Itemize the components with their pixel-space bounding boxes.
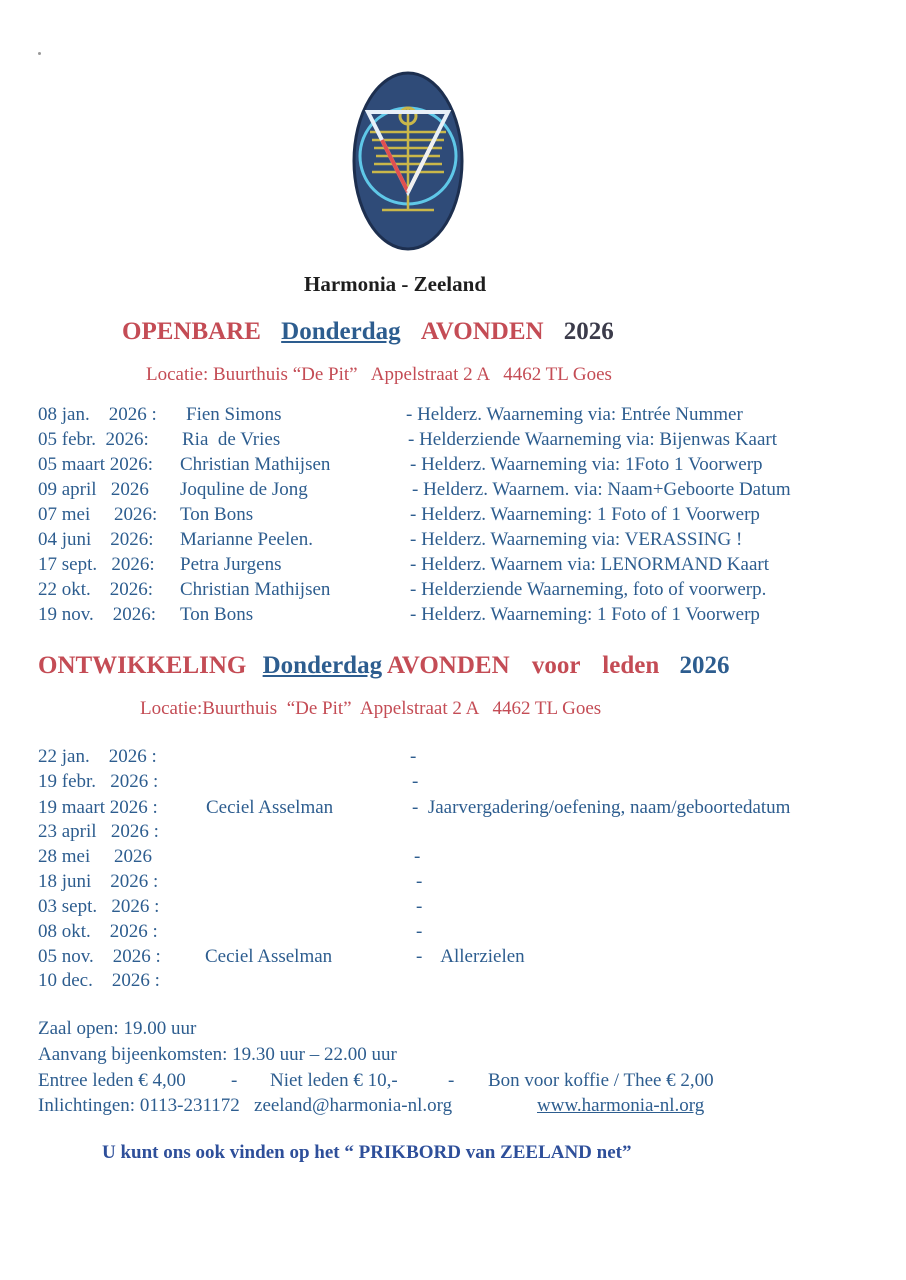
event-date: 19 maart 2026 : [38,797,158,818]
price-coffee: Bon voor koffie / Thee € 2,00 [488,1070,714,1091]
event-date: 22 okt. 2026: [38,579,154,600]
list-item [0,746,906,771]
event-desc: - [416,871,423,892]
list-item [0,970,906,995]
price-separator: - [448,1070,455,1091]
website-link[interactable]: www.harmonia-nl.org [537,1095,705,1116]
event-desc: - Helderziende Waarneming, foto of voorwerp. [410,579,767,600]
event-desc: - Helderz. Waarneming: 1 Foto of 1 Voorwerp [410,604,760,625]
price-non-members: Niet leden € 10,- [270,1070,398,1091]
public-location: Locatie: Buurthuis “De Pit” Appelstraat 2 A 4462 TL Goes [146,364,612,385]
list-item [0,529,906,554]
info-zaal: Zaal open: 19.00 uur [38,1018,197,1039]
dev-title-word4: voor [531,652,581,679]
event-desc: - [416,896,423,917]
public-title-word2: Donderdag [281,318,401,345]
list-item [0,404,906,429]
info-contact: Inlichtingen: 0113-231172 zeeland@harmonia-nl.org [38,1095,453,1116]
list-item [0,454,906,479]
list-item [0,504,906,529]
event-desc: - Helderz. Waarneming: 1 Foto of 1 Voorwerp [410,504,760,525]
org-title: Harmonia - Zeeland [304,272,486,296]
event-desc: - [414,846,421,867]
list-item [0,604,906,629]
event-name: Fien Simons [186,404,282,425]
list-item [0,921,906,946]
event-date: 05 febr. 2026: [38,429,149,450]
info-aanvang: Aanvang bijeenkomsten: 19.30 uur – 22.00 uur [38,1044,397,1065]
dev-title-word2: Donderdag [262,652,383,679]
event-date: 08 okt. 2026 : [38,921,158,942]
event-desc: - [410,746,417,767]
info-prices [38,1070,798,1096]
dev-title-word5: leden [602,652,660,679]
event-desc: - [412,771,419,792]
event-desc: - Helderz. Waarnem via: LENORMAND Kaart [410,554,769,575]
event-desc: - [416,921,423,942]
event-date: 05 nov. 2026 : [38,946,161,967]
development-title [38,652,730,680]
event-desc: - Helderz. Waarneming via: VERASSING ! [410,529,743,550]
event-date: 07 mei 2026: [38,504,158,525]
public-title-word3: AVONDEN [420,318,544,345]
event-name: Ton Bons [180,604,254,625]
event-date: 18 juni 2026 : [38,871,159,892]
event-date: 17 sept. 2026: [38,554,155,575]
list-item [0,821,906,846]
list-item [0,771,906,796]
event-name: Ceciel Asselman [205,946,333,967]
event-desc: - Helderz. Waarnem. via: Naam+Geboorte Datum [412,479,791,500]
event-date: 19 febr. 2026 : [38,771,159,792]
event-date: 05 maart 2026: [38,454,154,475]
event-name: Ton Bons [180,504,254,525]
event-date: 28 mei 2026 [38,846,152,867]
list-item [0,896,906,921]
event-name: Marianne Peelen. [180,529,313,550]
event-name: Joquline de Jong [180,479,308,500]
event-desc: - Helderz. Waarneming via: 1Foto 1 Voorwerp [410,454,763,475]
event-name: Christian Mathijsen [180,454,331,475]
list-item [0,429,906,454]
speck [38,52,41,55]
event-date: 09 april 2026 [38,479,149,500]
list-item [0,846,906,871]
public-title-word1: OPENBARE [122,318,261,345]
list-item [0,579,906,604]
event-date: 22 jan. 2026 : [38,746,157,767]
event-date: 04 juni 2026: [38,529,154,550]
event-date: 03 sept. 2026 : [38,896,160,917]
event-desc: - Helderziende Waarneming via: Bijenwas Kaart [408,429,777,450]
public-title-year: 2026 [563,318,614,345]
list-item [0,479,906,504]
logo [352,70,464,252]
list-item [0,871,906,896]
development-location: Locatie:Buurthuis “De Pit” Appelstraat 2 A 4462 TL Goes [140,698,602,719]
event-date: 08 jan. 2026 : [38,404,157,425]
dev-title-word1: ONTWIKKELING [38,652,247,679]
event-desc: - Jaarvergadering/oefening, naam/geboortedatum [412,797,791,818]
list-item [0,797,906,822]
dev-title-year: 2026 [679,652,730,679]
event-desc: - Allerzielen [416,946,525,967]
event-name: Christian Mathijsen [180,579,331,600]
price-members: Entree leden € 4,00 [38,1070,186,1091]
dev-title-word3: AVONDEN [386,652,510,679]
public-title [122,318,614,346]
price-separator: - [231,1070,238,1091]
footer-note: U kunt ons ook vinden op het “ PRIKBORD van ZEELAND net” [102,1142,632,1163]
list-item [0,946,906,971]
event-name: Ria de Vries [182,429,281,450]
event-name: Ceciel Asselman [206,797,334,818]
event-name: Petra Jurgens [180,554,282,575]
event-date: 10 dec. 2026 : [38,970,160,991]
list-item [0,554,906,579]
logo-emblem-icon [352,70,464,252]
event-date: 23 april 2026 : [38,821,159,842]
event-date: 19 nov. 2026: [38,604,157,625]
event-desc: - Helderz. Waarneming via: Entrée Nummer [406,404,743,425]
